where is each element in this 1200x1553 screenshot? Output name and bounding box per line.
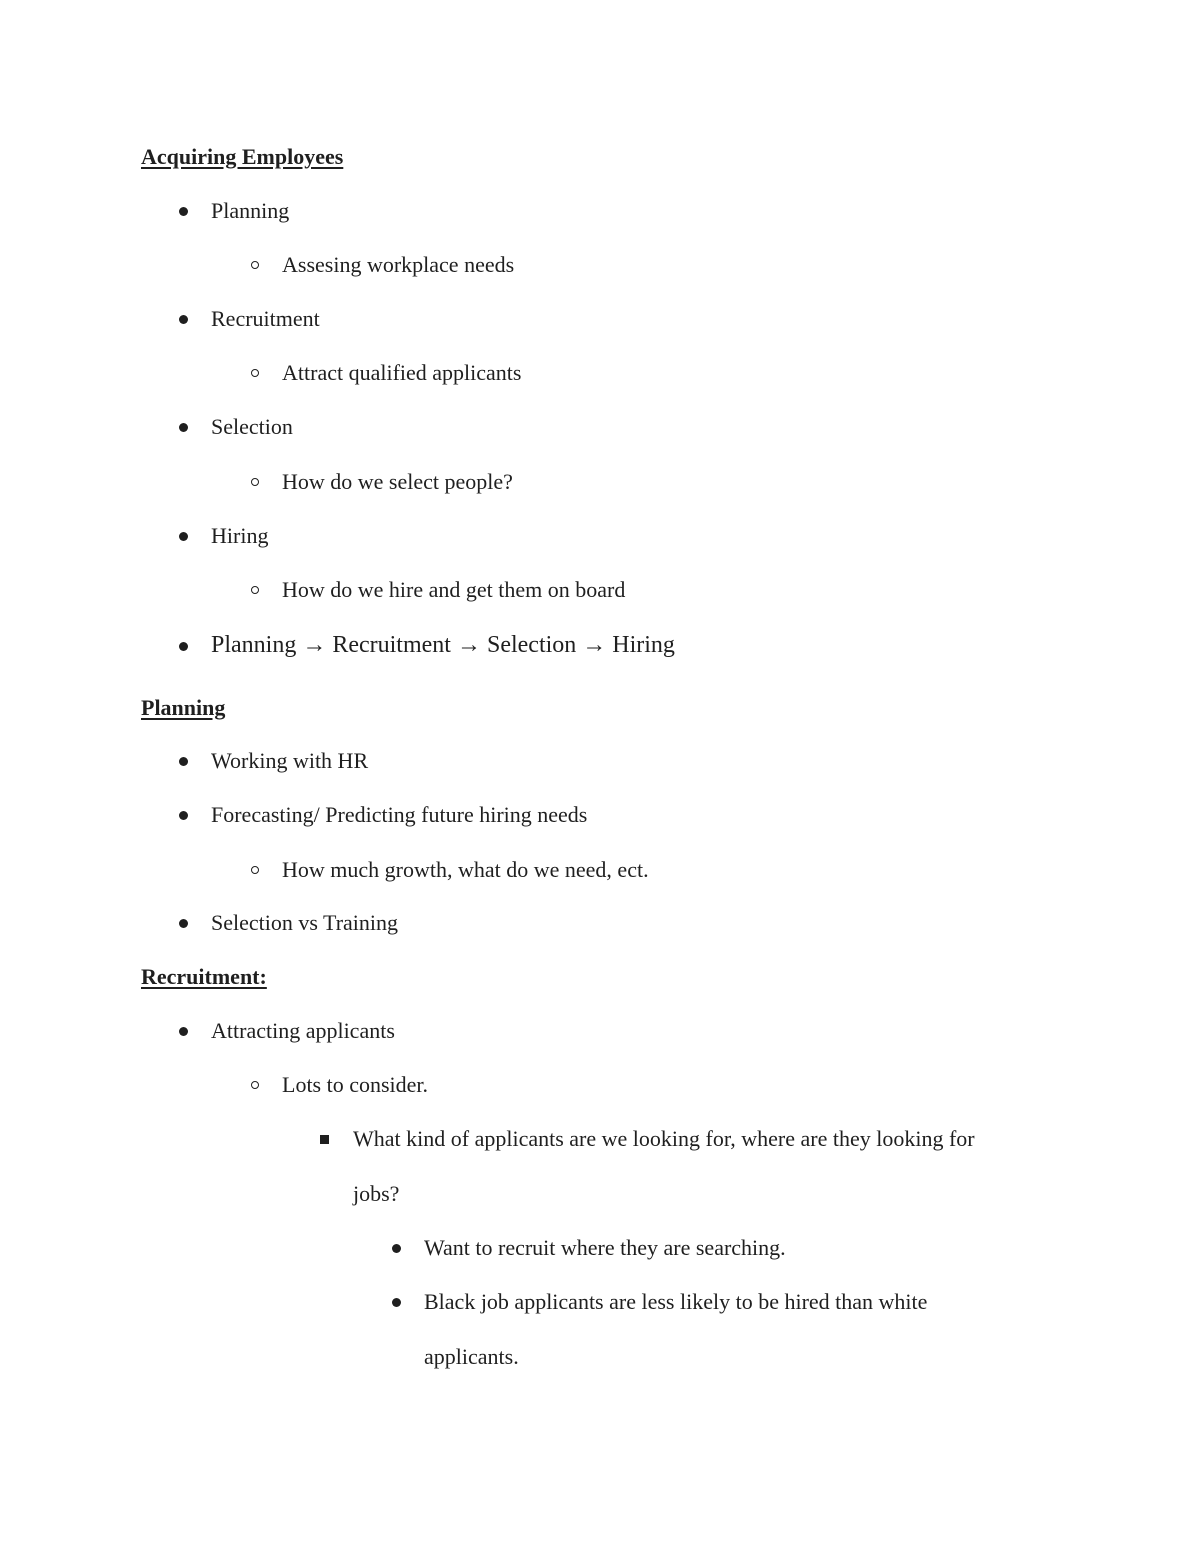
bullet-disc-icon	[179, 757, 188, 766]
list-item-continuation: applicants.	[424, 1344, 519, 1369]
bullet-disc-icon	[179, 315, 188, 324]
list-item: What kind of applicants are we looking for, where are they looking for	[353, 1126, 975, 1151]
bullet-circle-icon	[251, 478, 259, 486]
list-item: Attract qualified applicants	[282, 360, 522, 385]
bullet-disc-icon	[179, 423, 188, 432]
bullet-circle-icon	[251, 1081, 259, 1089]
list-item: How much growth, what do we need, ect.	[282, 857, 649, 882]
list-item: Selection	[211, 414, 293, 439]
list-item: Working with HR	[211, 748, 369, 773]
list-item: How do we hire and get them on board	[282, 577, 626, 602]
list-item: Attracting applicants	[211, 1018, 395, 1043]
bullet-circle-icon	[251, 369, 259, 377]
section-heading-recruitment: Recruitment:	[141, 964, 267, 989]
list-item: Hiring	[211, 523, 269, 548]
list-item: Planning	[211, 198, 290, 223]
bullet-square-icon	[320, 1135, 329, 1144]
bullet-disc-icon	[179, 207, 188, 216]
list-item: Recruitment	[211, 306, 320, 331]
list-item: Lots to consider.	[282, 1072, 429, 1097]
section-heading-planning: Planning	[141, 695, 226, 720]
bullet-circle-icon	[251, 261, 259, 269]
list-item: Selection vs Training	[211, 910, 399, 935]
bullet-disc-icon	[179, 811, 188, 820]
bullet-circle-icon	[251, 586, 259, 594]
bullet-disc-icon	[179, 919, 188, 928]
section-heading-acquiring-employees: Acquiring Employees	[141, 144, 344, 169]
bullet-disc-icon	[179, 642, 188, 651]
list-item: How do we select people?	[282, 469, 513, 494]
list-item-continuation: jobs?	[353, 1181, 400, 1206]
list-item: Forecasting/ Predicting future hiring needs	[211, 802, 588, 827]
list-item: Black job applicants are less likely to be hired than white	[424, 1289, 928, 1314]
bullet-disc-icon	[392, 1244, 401, 1253]
flow-item: Planning → Recruitment → Selection → Hiring	[211, 632, 675, 658]
list-item: Want to recruit where they are searching.	[424, 1235, 786, 1260]
bullet-circle-icon	[251, 866, 259, 874]
bullet-disc-icon	[392, 1298, 401, 1307]
bullet-disc-icon	[179, 532, 188, 541]
bullet-disc-icon	[179, 1027, 188, 1036]
list-item: Assesing workplace needs	[282, 252, 515, 277]
